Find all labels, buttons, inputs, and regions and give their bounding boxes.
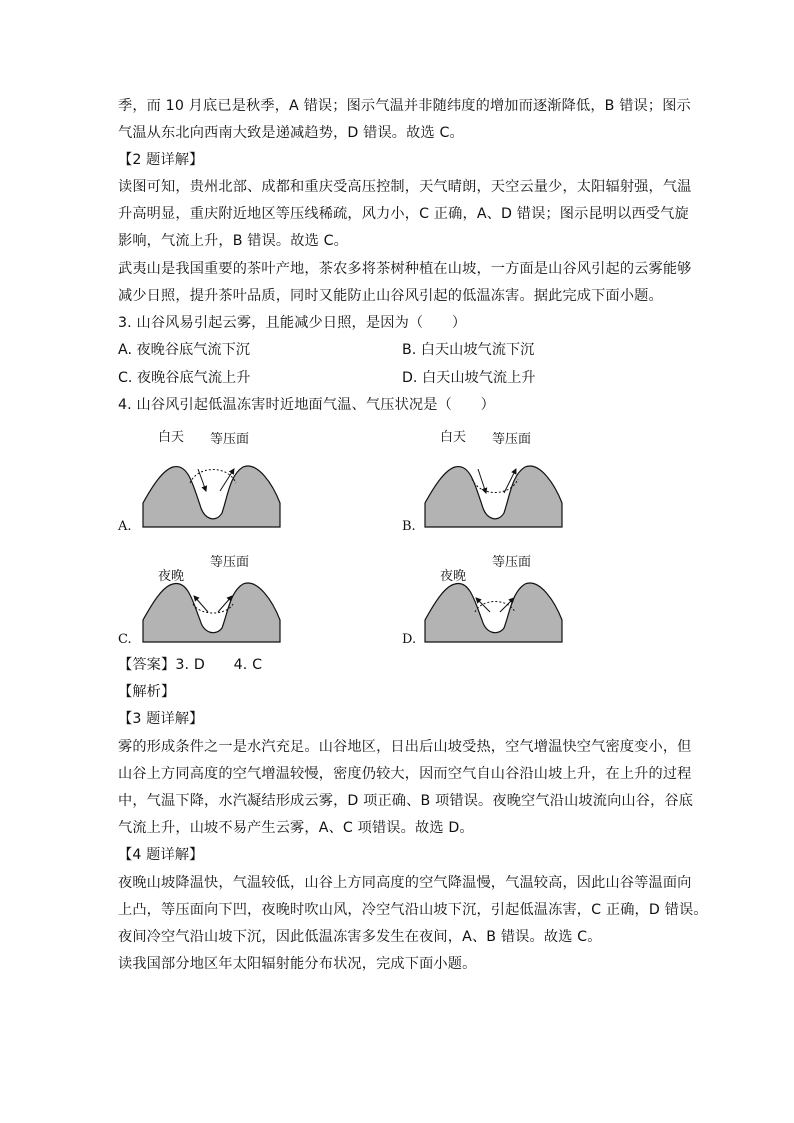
paragraph-line: 武夷山是我国重要的茶叶产地，茶农多将茶树种植在山坡，一方面是山谷风引起的云雾能够 (118, 261, 692, 277)
figure-b-time-label: 白天 (440, 430, 467, 445)
question-3-option-d: D. 白天山坡气流上升 (402, 370, 536, 386)
analysis-heading: 【解析】 (118, 684, 176, 700)
figure-b-letter: B. (402, 519, 416, 534)
paragraph-line: 减少日照，提升茶叶品质，同时又能防止山谷风引起的低温冻害。据此完成下面小题。 (118, 288, 663, 304)
figure-a-isobar-label: 等压面 (210, 432, 250, 447)
figure-d-time-label: 夜晚 (440, 569, 467, 584)
section-heading: 【4 题详解】 (118, 847, 204, 863)
question-3-option-c: C. 夜晚谷底气流上升 (118, 370, 251, 386)
figure-d-letter: D. (402, 632, 417, 647)
figure-d-isobar-label: 等压面 (492, 555, 532, 570)
figure-a-letter: A. (118, 519, 132, 534)
figure-b-isobar-label: 等压面 (492, 432, 532, 447)
figure-c-letter: C. (118, 632, 132, 647)
paragraph-line: 影响，气流上升，B 错误。故选 C。 (118, 233, 348, 249)
question-3-option-b: B. 白天山坡气流下沉 (402, 342, 535, 358)
paragraph-line: 雾的形成条件之一是水汽充足。山谷地区，日出后山坡受热，空气增温快空气密度变小，但 (118, 739, 692, 755)
figure-c-isobar-label: 等压面 (210, 555, 250, 570)
figure-c-valley-diagram (138, 552, 288, 644)
answer-line: 【答案】3. D 4. C (118, 657, 263, 673)
figure-a-valley-diagram (138, 425, 288, 530)
paragraph-line: 气温从东北向西南大致是递减趋势，D 错误。故选 C。 (118, 125, 464, 141)
question-3-stem: 3. 山谷风易引起云雾，且能减少日照，是因为（ ） (118, 315, 467, 331)
paragraph-line: 读我国部分地区年太阳辐射能分布状况，完成下面小题。 (118, 956, 477, 972)
paragraph-line: 上凸，等压面向下凹，夜晚时吹山风，冷空气沿山坡下沉，引起低温冻害，C 正确，D 错误。 (118, 902, 708, 918)
paragraph-line: 季，而 10 月底已是秋季，A 错误；图示气温并非随纬度的增加而逐渐降低，B 错误；图示 (118, 98, 691, 114)
paragraph-line: 中，气温下降，水汽凝结形成云雾，D 项正确、B 项错误。夜晚空气沿山坡流向山谷，谷底 (118, 793, 694, 809)
section-heading: 【2 题详解】 (118, 152, 204, 168)
figure-c-time-label: 夜晚 (158, 569, 185, 584)
paragraph-line: 夜间冷空气沿山坡下沉，因此低温冻害多发生在夜间，A、B 错误。故选 C。 (118, 929, 602, 945)
question-4-stem: 4. 山谷风引起低温冻害时近地面气温、气压状况是（ ） (118, 397, 495, 413)
figure-b-valley-diagram (420, 425, 570, 530)
paragraph-line: 夜晚山坡降温快，气温较低，山谷上方同高度的空气降温慢，气温较高，因此山谷等温面向 (118, 875, 692, 891)
figure-d-valley-diagram (420, 552, 570, 644)
paragraph-line: 山谷上方同高度的空气增温较慢，密度仍较大，因而空气自山谷沿山坡上升，在上升的过程 (118, 766, 692, 782)
question-3-option-a: A. 夜晚谷底气流下沉 (118, 342, 250, 358)
paragraph-line: 升高明显，重庆附近地区等压线稀疏，风力小，C 正确，A、D 错误；图示昆明以西受气旋 (118, 206, 689, 222)
paragraph-line: 气流上升，山坡不易产生云雾，A、C 项错误。故选 D。 (118, 820, 474, 836)
figure-a-time-label: 白天 (158, 430, 185, 445)
section-heading: 【3 题详解】 (118, 711, 204, 727)
paragraph-line: 读图可知，贵州北部、成都和重庆受高压控制，天气晴朗，天空云量少，太阳辐射强，气温 (118, 179, 692, 195)
